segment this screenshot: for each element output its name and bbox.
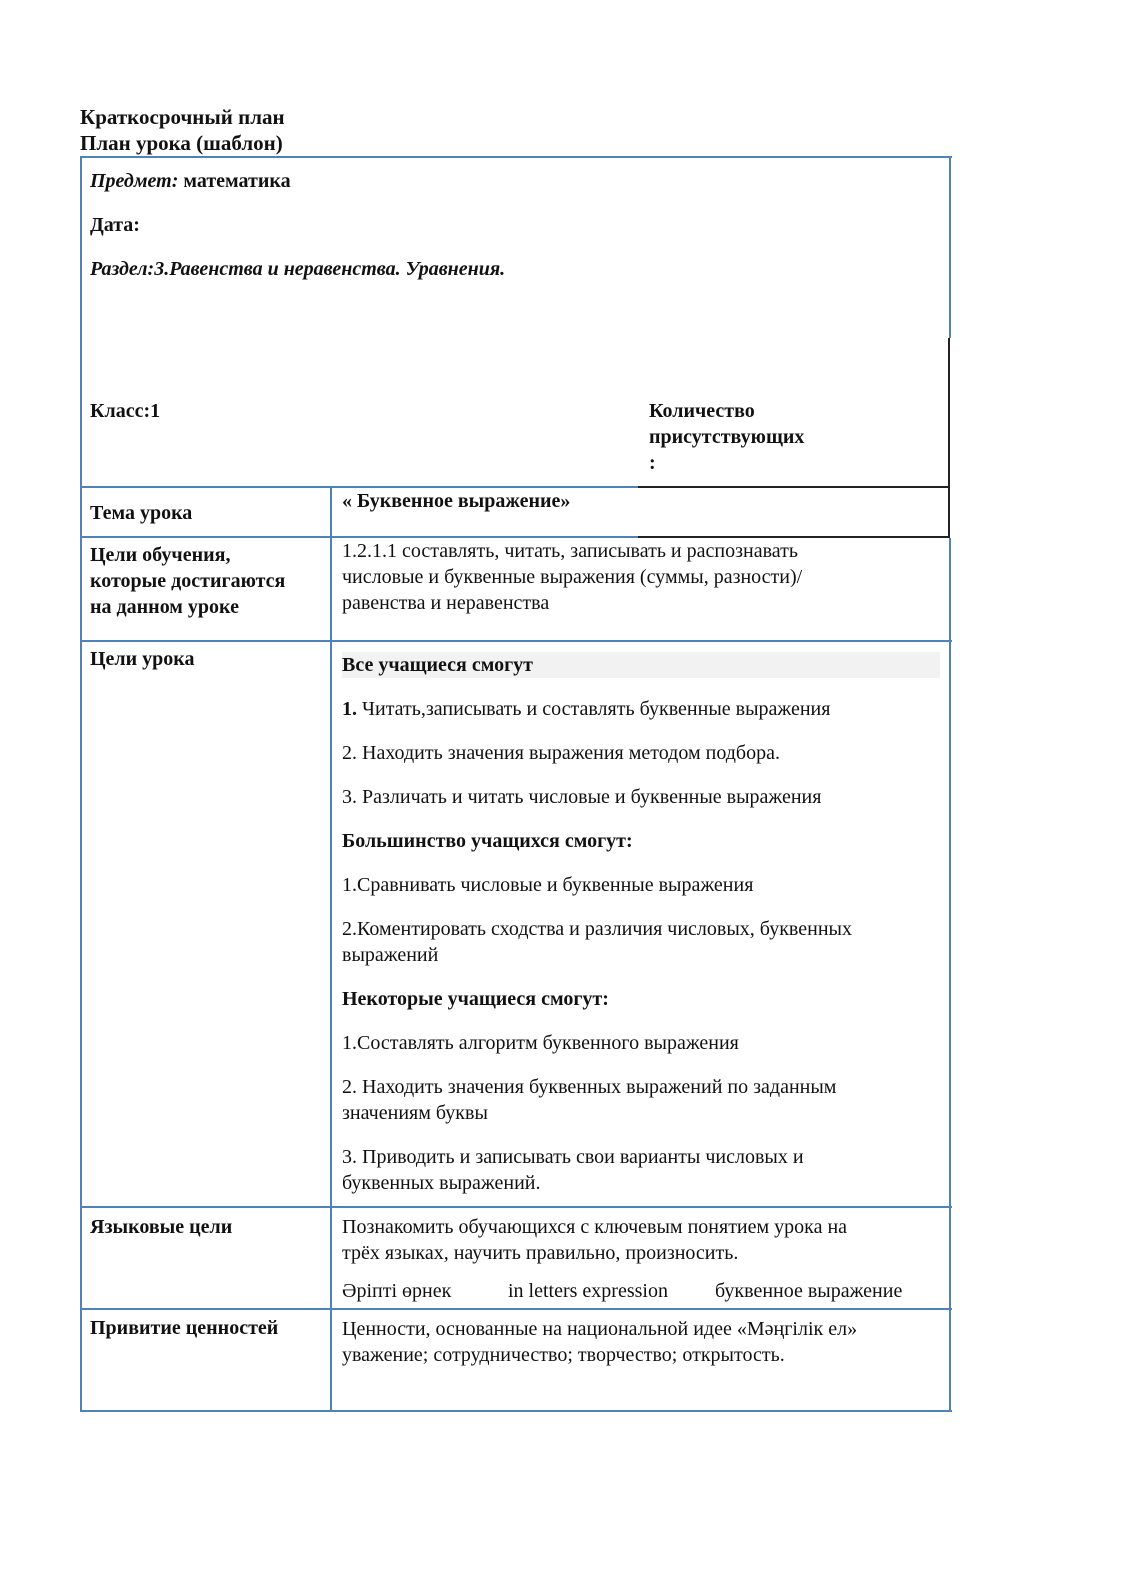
language-goals-line-1: Познакомить обучающихся с ключевым понятием урока на <box>342 1216 848 1238</box>
attendance-line-2: присутствующих <box>649 426 805 448</box>
subject-value: математика <box>183 170 291 192</box>
some-students-heading: Некоторые учащиеся смогут: <box>342 988 609 1010</box>
values-label: Привитие ценностей <box>90 1317 279 1339</box>
some-students-item-2 <box>342 1074 940 1126</box>
table-border-right-dark <box>948 338 950 538</box>
table-border-left <box>80 156 82 1412</box>
table-border-right-upper <box>949 156 951 338</box>
learning-objectives-line-1: 1.2.1.1 составлять, читать, записывать и распознавать <box>342 540 798 562</box>
date-label: Дата: <box>90 214 140 236</box>
rule-column-divider <box>330 486 332 1412</box>
attendance-label <box>649 398 804 476</box>
learning-objectives-label-line-3: на данном уроке <box>90 596 239 618</box>
subject-line <box>90 168 291 194</box>
all-students-item-1 <box>342 696 940 722</box>
all-students-item-1-text: Читать,записывать и составлять буквенные выражения <box>357 698 831 720</box>
all-students-item-1-number: 1. <box>342 698 357 720</box>
title-line-2: План урока (шаблон) <box>80 131 283 155</box>
most-students-item-2-line-2: выражений <box>342 944 439 966</box>
learning-objectives-text <box>342 538 802 616</box>
term-kazakh: Әріпті өрнек <box>342 1280 452 1302</box>
lesson-plan-table <box>80 156 952 1412</box>
table-border-bottom <box>80 1410 952 1412</box>
learning-objectives-label <box>90 542 285 620</box>
some-students-item-2-line-1: 2. Находить значения буквенных выражений по заданным <box>342 1076 837 1098</box>
values-text <box>342 1316 857 1368</box>
language-goals-label: Языковые цели <box>90 1216 233 1238</box>
rule-info-bottom-dark <box>638 486 950 488</box>
learning-objectives-label-line-2: которые достигаются <box>90 570 286 592</box>
lesson-goals-content <box>342 652 940 1214</box>
all-students-heading: Все учащиеся смогут <box>342 652 940 678</box>
all-students-item-2: 2. Находить значения выражения методом подбора. <box>342 742 780 764</box>
rule-language-bottom <box>80 1308 952 1310</box>
values-line-1: Ценности, основанные на национальной идее «Мәңгілік ел» <box>342 1318 858 1340</box>
most-students-heading: Большинство учащихся смогут: <box>342 830 633 852</box>
language-goals-text <box>342 1214 847 1266</box>
document-title <box>80 104 285 156</box>
some-students-item-3 <box>342 1144 940 1196</box>
table-border-top <box>80 156 952 158</box>
title-line-1: Краткосрочный план <box>80 105 285 129</box>
topic-value: « Буквенное выражение» <box>342 490 571 512</box>
attendance-line-1: Количество <box>649 400 755 422</box>
learning-objectives-label-line-1: Цели обучения, <box>90 544 231 566</box>
rule-objectives-bottom <box>80 640 952 642</box>
section-title: Раздел:3.Равенства и неравенства. Уравнения. <box>90 258 506 280</box>
learning-objectives-line-3: равенства и неравенства <box>342 592 550 614</box>
term-english: in letters expression <box>508 1280 668 1302</box>
topic-label: Тема урока <box>90 502 193 524</box>
subject-label: Предмет: <box>90 170 179 192</box>
some-students-item-2-line-2: значениям буквы <box>342 1102 488 1124</box>
most-students-item-1: 1.Сравнивать числовые и буквенные выражения <box>342 874 754 896</box>
learning-objectives-line-2: числовые и буквенные выражения (суммы, разности)/ <box>342 566 803 588</box>
class-label: Класс:1 <box>90 400 161 422</box>
values-line-2: уважение; сотрудничество; творчество; открытость. <box>342 1344 785 1366</box>
some-students-item-3-line-2: буквенных выражений. <box>342 1172 541 1194</box>
most-students-item-2 <box>342 916 940 968</box>
some-students-item-3-line-1: 3. Приводить и записывать свои варианты числовых и <box>342 1146 804 1168</box>
most-students-item-2-line-1: 2.Коментировать сходства и различия числовых, буквенных <box>342 918 852 940</box>
language-goals-line-2: трёх языках, научить правильно, произносить. <box>342 1242 739 1264</box>
lesson-goals-label: Цели урока <box>90 648 195 670</box>
all-students-item-3: 3. Различать и читать числовые и буквенные выражения <box>342 786 822 808</box>
term-russian: буквенное выражение <box>715 1280 903 1302</box>
some-students-item-1: 1.Составлять алгоритм буквенного выражения <box>342 1032 739 1054</box>
table-border-right-lower <box>949 538 951 1412</box>
attendance-line-3: : <box>649 452 656 474</box>
